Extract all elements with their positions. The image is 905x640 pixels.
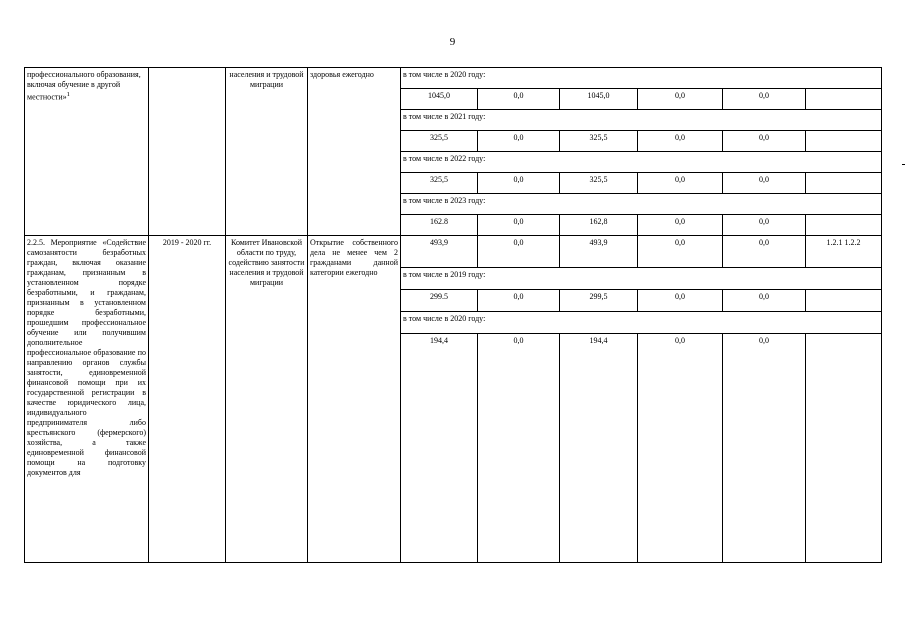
value-cell (806, 89, 882, 110)
value-cell: 493,9 (401, 236, 478, 268)
page-number: 9 (449, 36, 456, 48)
value-cell (806, 173, 882, 194)
value-cell: 162.8 (401, 215, 478, 236)
value-cell: 0,0 (638, 289, 723, 311)
value-cell (806, 333, 882, 562)
indicator-cell: Открытие собственного дела не менее чем 2 гражданами данной категории ежегодно (308, 236, 401, 563)
period-label: в том числе в 2022 году: (401, 152, 882, 173)
value-cell (806, 289, 882, 311)
period-label: в том числе в 2019 году: (401, 268, 882, 290)
table-row (25, 236, 882, 268)
value-cell: 0,0 (478, 173, 560, 194)
period-cell (149, 68, 226, 236)
value-cell (806, 131, 882, 152)
value-cell: 0,0 (638, 89, 723, 110)
period-label: в том числе в 2021 году: (401, 110, 882, 131)
value-cell: 0,0 (638, 131, 723, 152)
value-cell: 0,0 (478, 289, 560, 311)
value-cell: 0,0 (638, 236, 723, 268)
measure-name-cell: 2.2.5. Мероприятие «Содействие самозанятости безработных граждан, включая оказание гражданам, признанным в установленном порядке безработными, и гражданам, признанным в установленном порядке безработными, прошедшим профессиональное обучение или получившим дополнительное профессиональное образование по направлению органов службы занятости, единовременной финансовой помощи при их государственной регистрации в качестве юридического лица, индивидуального предпринимателя либо крестьянского (фермерского) хозяйства, а также единовременной финансовой помощи на подготовку документов для (25, 236, 149, 563)
value-cell: 0,0 (638, 333, 723, 562)
value-cell: 299,5 (560, 289, 638, 311)
period-label: в том числе в 2020 году: (401, 68, 882, 89)
value-cell: 0,0 (723, 215, 806, 236)
value-cell: 162,8 (560, 215, 638, 236)
executor-cell: населения и трудовой миграции (226, 68, 308, 236)
value-cell: 0,0 (478, 333, 560, 562)
value-cell: 0,0 (478, 236, 560, 268)
codes-cell: 1.2.1 1.2.2 (806, 236, 882, 268)
value-cell: 493,9 (560, 236, 638, 268)
value-cell: 194,4 (560, 333, 638, 562)
value-cell: 194,4 (401, 333, 478, 562)
value-cell: 1045,0 (560, 89, 638, 110)
value-cell: 0,0 (723, 333, 806, 562)
value-cell: 325,5 (401, 131, 478, 152)
value-cell (806, 215, 882, 236)
value-cell: 0,0 (638, 173, 723, 194)
value-cell: 0,0 (478, 89, 560, 110)
table-row (25, 68, 882, 89)
value-cell: 0,0 (478, 215, 560, 236)
executor-cell: Комитет Ивановской области по труду, содействию занятости населения и трудовой миграции (226, 236, 308, 563)
period-label: в том числе в 2023 году: (401, 194, 882, 215)
value-cell: 0,0 (723, 131, 806, 152)
period-cell: 2019 - 2020 гг. (149, 236, 226, 563)
value-cell: 299.5 (401, 289, 478, 311)
program-table (24, 67, 882, 563)
value-cell: 1045,0 (401, 89, 478, 110)
value-cell: 0,0 (723, 289, 806, 311)
value-cell: 0,0 (723, 173, 806, 194)
indicator-cell: здоровья ежегодно (308, 68, 401, 236)
value-cell: 325,5 (401, 173, 478, 194)
measure-name-cell: профессионального образования, включая обучение в другой местности»$^1$ (25, 68, 149, 236)
value-cell: 0,0 (723, 236, 806, 268)
period-label: в том числе в 2020 году: (401, 311, 882, 333)
value-cell: 0,0 (638, 215, 723, 236)
value-cell: 0,0 (723, 89, 806, 110)
value-cell: 325,5 (560, 173, 638, 194)
value-cell: 325,5 (560, 131, 638, 152)
value-cell: 0,0 (478, 131, 560, 152)
